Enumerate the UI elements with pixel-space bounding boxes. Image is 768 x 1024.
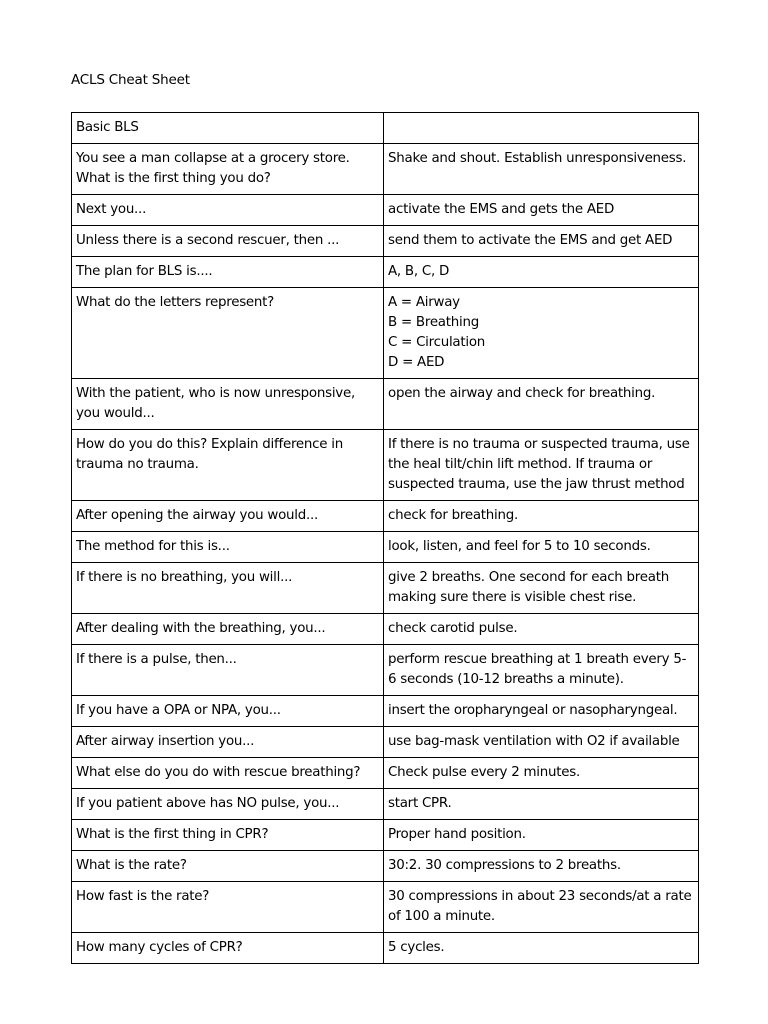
answer-cell: 30 compressions in about 23 seconds/at a rate of 100 a minute. [384, 882, 699, 933]
answer-line: B = Breathing [388, 315, 479, 330]
table-row [72, 430, 699, 501]
cheat-sheet-table [71, 112, 699, 964]
answer-cell: open the airway and check for breathing. [384, 379, 699, 430]
question-cell: If you have a OPA or NPA, you... [72, 696, 384, 727]
question-cell: Unless there is a second rescuer, then ... [72, 226, 384, 257]
answer-line: C = Circulation [388, 335, 486, 350]
table-row [72, 882, 699, 933]
answer-cell: use bag-mask ventilation with O2 if available [384, 727, 699, 758]
answer-cell: look, listen, and feel for 5 to 10 seconds. [384, 532, 699, 563]
table-row [72, 288, 699, 379]
question-cell: After airway insertion you... [72, 727, 384, 758]
answer-cell: A, B, C, D [384, 257, 699, 288]
answer-cell: perform rescue breathing at 1 breath every 5-6 seconds (10-12 breaths a minute). [384, 645, 699, 696]
section-heading: Basic BLS [72, 113, 384, 144]
table-row [72, 614, 699, 645]
table-row [72, 532, 699, 563]
table-row [72, 727, 699, 758]
table-row [72, 379, 699, 430]
answer-cell: Check pulse every 2 minutes. [384, 758, 699, 789]
answer-cell: give 2 breaths. One second for each breath making sure there is visible chest rise. [384, 563, 699, 614]
question-cell: If there is a pulse, then... [72, 645, 384, 696]
table-row [72, 820, 699, 851]
answer-line: A = Airway [388, 295, 460, 310]
page-title: ACLS Cheat Sheet [71, 72, 190, 88]
question-cell: What is the first thing in CPR? [72, 820, 384, 851]
table-row [72, 645, 699, 696]
question-cell: With the patient, who is now unresponsive, you would... [72, 379, 384, 430]
answer-cell: Shake and shout. Establish unresponsiveness. [384, 144, 699, 195]
answer-cell: Proper hand position. [384, 820, 699, 851]
answer-cell: 30:2. 30 compressions to 2 breaths. [384, 851, 699, 882]
answer-cell: 5 cycles. [384, 933, 699, 964]
answer-line: D = AED [388, 355, 445, 370]
answer-cell: If there is no trauma or suspected trauma, use the heal tilt/chin lift method. If trauma or suspected trauma, use the jaw thrust method [384, 430, 699, 501]
answer-cell [384, 288, 699, 379]
answer-cell: send them to activate the EMS and get AED [384, 226, 699, 257]
answer-cell: check for breathing. [384, 501, 699, 532]
question-cell: What is the rate? [72, 851, 384, 882]
question-cell: Next you... [72, 195, 384, 226]
table-row [72, 789, 699, 820]
answer-cell: insert the oropharyngeal or nasopharyngeal. [384, 696, 699, 727]
table-row [72, 933, 699, 964]
question-cell: If there is no breathing, you will... [72, 563, 384, 614]
table-row [72, 696, 699, 727]
answer-cell: check carotid pulse. [384, 614, 699, 645]
question-cell: If you patient above has NO pulse, you... [72, 789, 384, 820]
answer-cell: start CPR. [384, 789, 699, 820]
question-cell: How fast is the rate? [72, 882, 384, 933]
table-row [72, 144, 699, 195]
question-cell: What else do you do with rescue breathing? [72, 758, 384, 789]
question-cell: After dealing with the breathing, you... [72, 614, 384, 645]
table-row [72, 563, 699, 614]
table-row [72, 226, 699, 257]
table-row [72, 851, 699, 882]
table-row [72, 758, 699, 789]
question-cell: How do you do this? Explain difference in trauma no trauma. [72, 430, 384, 501]
table-row [72, 501, 699, 532]
section-heading-blank [384, 113, 699, 144]
table-row [72, 195, 699, 226]
answer-cell: activate the EMS and gets the AED [384, 195, 699, 226]
question-cell: The plan for BLS is.... [72, 257, 384, 288]
question-cell: After opening the airway you would... [72, 501, 384, 532]
question-cell: How many cycles of CPR? [72, 933, 384, 964]
table-header-row [72, 113, 699, 144]
question-cell: The method for this is... [72, 532, 384, 563]
question-cell: You see a man collapse at a grocery store. What is the first thing you do? [72, 144, 384, 195]
table-row [72, 257, 699, 288]
question-cell: What do the letters represent? [72, 288, 384, 379]
